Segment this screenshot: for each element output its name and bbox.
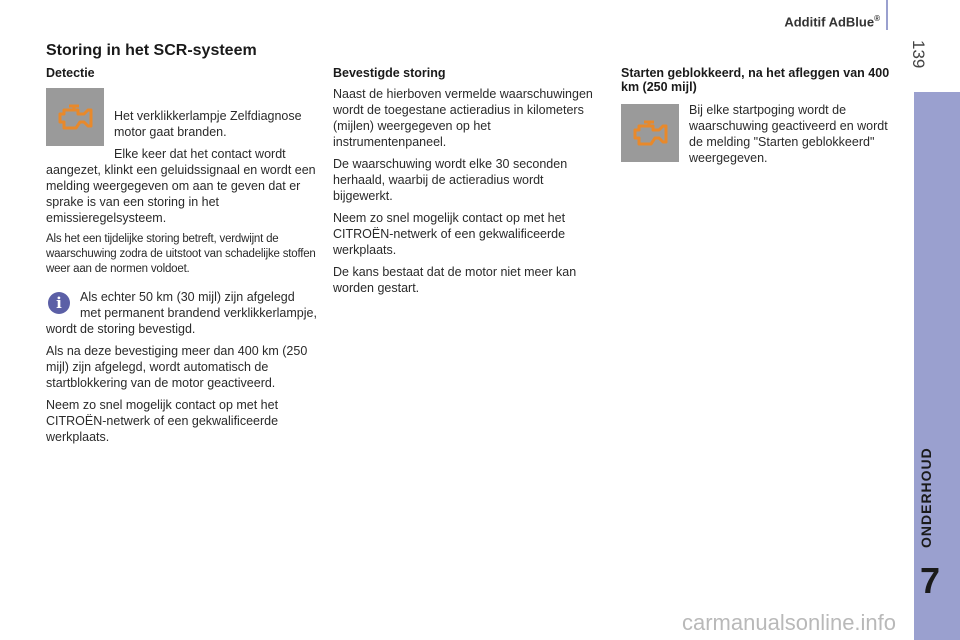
page-number: 139 bbox=[909, 40, 928, 69]
para-startpoging: Bij elke startpoging wordt de waarschuwing geactiveerd en wordt de melding "Starten geblokkeerd" weergegeven. bbox=[689, 103, 888, 165]
para-contact-netwerk-2: Neem zo snel mogelijk contact op met het CITROËN-netwerk of een gekwalificeerde werkplaats. bbox=[333, 211, 566, 257]
heading-starten-geblokkeerd: Starten geblokkeerd, na het afleggen van 400 km (250 mijl) bbox=[621, 66, 890, 94]
running-header: Additif AdBlue® bbox=[784, 14, 880, 30]
para-contact-netwerk: Neem zo snel mogelijk contact op met het CITROËN-netwerk of een gekwalificeerde werkplaats. bbox=[46, 398, 279, 444]
para-contact: Elke keer dat het contact wordt aangezet, klinkt een geluidssignaal en wordt een melding weergegeven om aan te geven dat er sprake is van een storing in het emissieregelsysteem. bbox=[46, 147, 316, 225]
para-lampje: Het verklikkerlampje Zelfdiagnose motor gaat branden. bbox=[114, 109, 302, 139]
para-400km: Als na deze bevestiging meer dan 400 km (250 mijl) zijn afgelegd, wordt automatisch de startblokkering van de motor geactiveerd. bbox=[46, 344, 308, 390]
column-starten-geblokkeerd bbox=[621, 66, 891, 172]
para-herhaald: De waarschuwing wordt elke 30 seconden herhaald, waarbij de actieradius wordt bijgewerkt. bbox=[333, 157, 568, 203]
chapter-tab bbox=[914, 92, 960, 640]
section-title: Storing in het SCR-systeem bbox=[46, 42, 257, 59]
engine-warning-icon-2 bbox=[621, 104, 679, 162]
header-divider bbox=[886, 0, 888, 30]
chapter-number: 7 bbox=[920, 560, 941, 601]
column-detectie bbox=[46, 66, 318, 451]
info-icon: i bbox=[48, 292, 70, 314]
heading-bevestigde-storing: Bevestigde storing bbox=[333, 66, 446, 80]
column-bevestigde-storing bbox=[333, 66, 603, 302]
para-tijdelijk: Als het een tijdelijke storing betreft, verdwijnt de waarschuwing zodra de uitstoot van schadelijke stoffen weer aan de normen voldoet. bbox=[46, 233, 316, 275]
watermark: carmanualsonline.info bbox=[682, 610, 897, 635]
para-bevestigd: Als echter 50 km (30 mijl) zijn afgelegd met permanent brandend verklikkerlampje, wordt de storing bevestigd. bbox=[46, 290, 317, 336]
engine-warning-icon bbox=[46, 88, 104, 146]
section-label bbox=[918, 518, 934, 548]
para-niet-starten: De kans bestaat dat de motor niet meer kan worden gestart. bbox=[333, 265, 577, 295]
heading-detectie: Detectie bbox=[46, 66, 95, 80]
para-actieradius: Naast de hierboven vermelde waarschuwingen wordt de toegestane actieradius in kilometers (mijlen) weergegeven op het instrumentenpaneel. bbox=[333, 87, 593, 149]
